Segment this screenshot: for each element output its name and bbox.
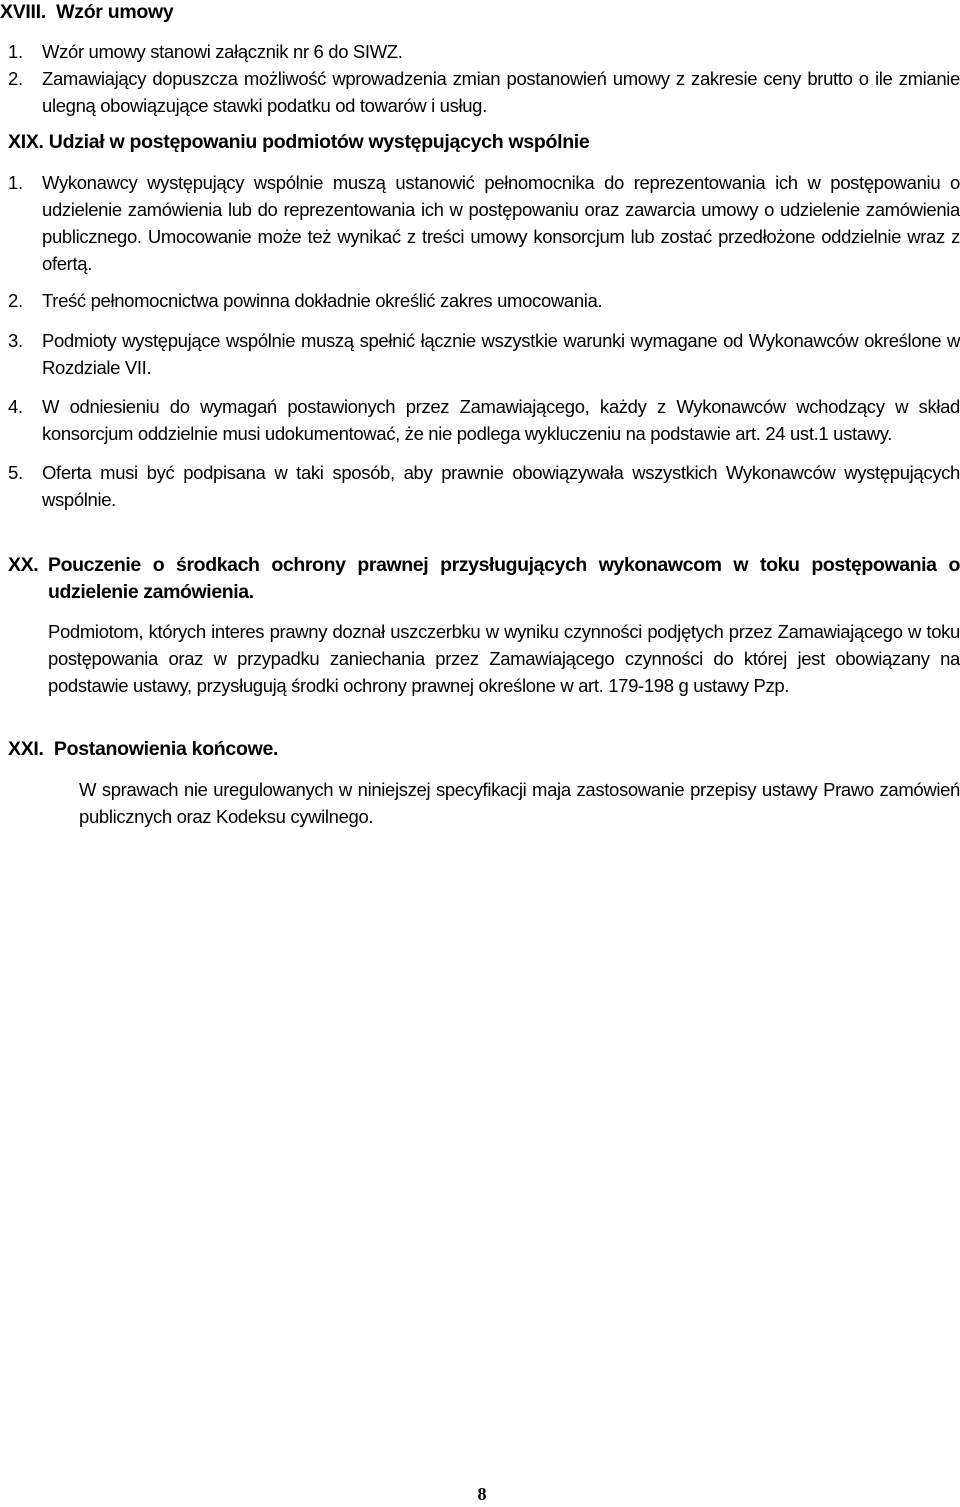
list-item-xix-2 <box>8 287 960 314</box>
item-text: Treść pełnomocnictwa powinna dokładnie określić zakres umocowania. <box>42 290 603 311</box>
item-text: W odniesieniu do wymagań postawionych przez Zamawiającego, każdy z Wykonawców wchodzący w skład konsorcjum oddzielnie musi udokumentować, że nie podlega wykluczeniu na podstawie art. 24 ust.1 ustawy. <box>42 396 960 444</box>
item-number: 4. <box>8 396 23 417</box>
section-heading-xx <box>8 552 960 606</box>
section-heading-xviii <box>0 0 173 26</box>
list-item-xix-1 <box>8 169 960 277</box>
section-heading-xix <box>8 129 589 156</box>
item-text: Podmioty występujące wspólnie muszą spełnić łącznie wszystkie warunki wymagane od Wykonawców określone w Rozdziale VII. <box>42 330 960 378</box>
page-number: 8 <box>477 1484 487 1504</box>
section-title: Wzór umowy <box>56 1 174 23</box>
section-title: Postanowienia końcowe. <box>53 738 279 760</box>
body-text: Podmiotom, których interes prawny doznał uszczerbku w wyniku czynności podjętych przez Zamawiającego w toku postępowania oraz w przypadku zaniechania przez Zamawiającego czynności do której jest obowiązany na podstawie ustawy, przysługują środki ochrony prawnej określone w art. 179-198 g ustawy Pzp. <box>48 621 960 696</box>
section-title: Udział w postępowaniu podmiotów występujących wspólnie <box>48 131 590 153</box>
section-number: XXI. <box>8 738 44 760</box>
section-title: Pouczenie o środkach ochrony prawnej przysługujących wykonawcom w toku postępowania o udzielenie zamówienia. <box>48 554 960 603</box>
item-text: Wykonawcy występujący wspólnie muszą ustanowić pełnomocnika do reprezentowania ich w postępowaniu o udzielenie zamówienia lub do reprezentowania ich w postępowaniu oraz zawarcia umowy o udzielenie zamówienia publicznego. Umocowanie może też wynikać z treści umowy konsorcjum lub zostać przedłożone oddzielnie wraz z ofertą. <box>42 172 960 274</box>
section-number: XIX. <box>8 131 44 153</box>
item-text: Zamawiający dopuszcza możliwość wprowadzenia zmian postanowień umowy z zakresie ceny brutto o ile zmianie ulegną obowiązujące stawki podatku od towarów i usług. <box>42 68 960 116</box>
list-item-xviii-1 <box>8 38 960 65</box>
body-text: W sprawach nie uregulowanych w niniejszej specyfikacji maja zastosowanie przepisy ustawy Prawo zamówień publicznych oraz Kodeksu cywilnego. <box>79 779 960 827</box>
section-heading-xxi <box>8 736 278 763</box>
item-number: 1. <box>8 172 23 193</box>
list-item-xix-4 <box>8 393 960 447</box>
item-text: Oferta musi być podpisana w taki sposób, aby prawnie obowiązywała wszystkich Wykonawców występujących wspólnie. <box>42 462 960 510</box>
section-number: XX. <box>8 554 39 576</box>
list-item-xviii-2 <box>8 65 960 119</box>
item-text: Wzór umowy stanowi załącznik nr 6 do SIWZ. <box>42 41 403 62</box>
list-item-xix-3 <box>8 327 960 381</box>
section-number: XVIII. <box>0 1 46 23</box>
item-number: 2. <box>8 290 23 311</box>
section-body-xxi <box>79 776 960 830</box>
list-item-xix-5 <box>8 459 960 513</box>
item-number: 1. <box>8 41 23 62</box>
item-number: 2. <box>8 68 23 89</box>
item-number: 3. <box>8 330 23 351</box>
item-number: 5. <box>8 462 23 483</box>
section-body-xx <box>48 618 960 699</box>
